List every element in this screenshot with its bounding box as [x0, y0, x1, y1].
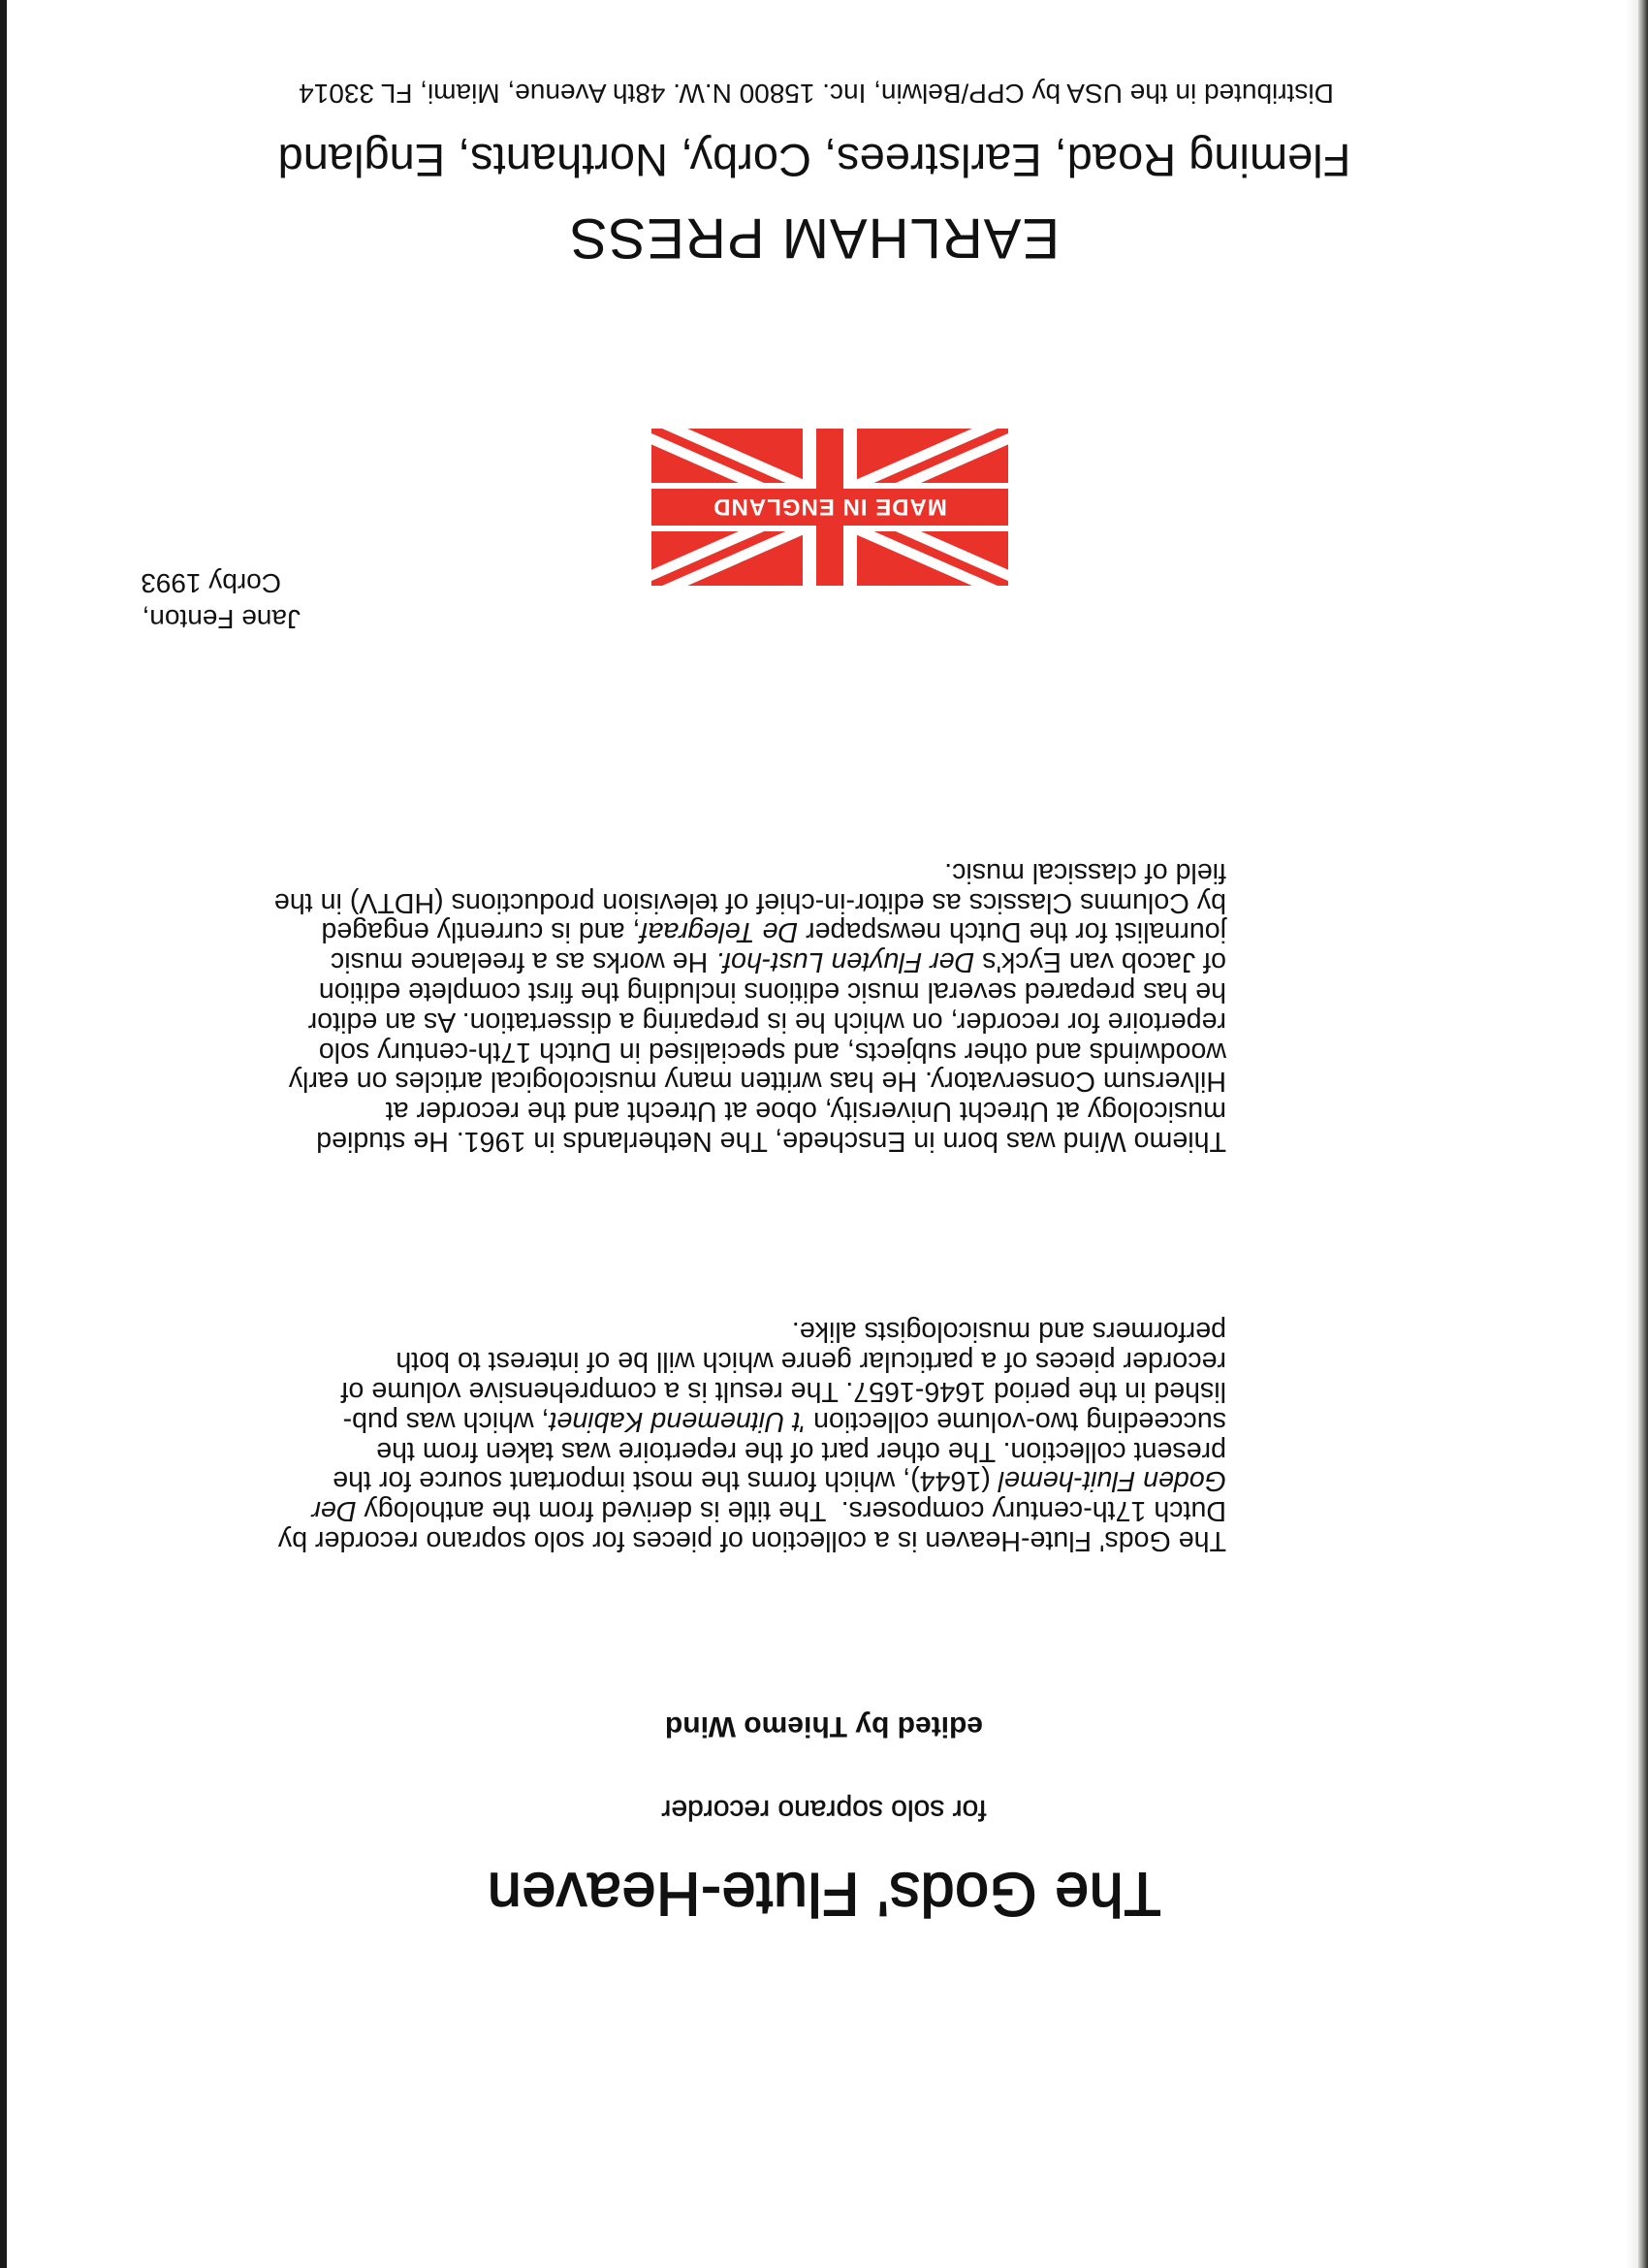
intro-line: The Gods' Flute-Heaven is a collection of pieces for solo soprano recorder by: [277, 1525, 1226, 1556]
intro-line: succeeding two-volume collection 't Uitnemend Kabinet, which was pub-: [342, 1405, 1226, 1437]
bio-line: Hilversum Conservatory. He has written many musicological articles on early: [288, 1066, 1226, 1098]
flag-cross-red-bottom: [816, 429, 843, 489]
signature-block: [141, 565, 301, 637]
bio-line: field of classical music.: [944, 856, 1226, 888]
intro-line: Goden Fluit-hemel (1644), which forms the most important source for the: [333, 1465, 1226, 1497]
bio-line: he has prepared several music editions including the first complete edition: [318, 976, 1226, 1008]
intro-line: recorder pieces of a particular genre which will be of interest to both: [396, 1346, 1226, 1378]
intro-line: lished in the period 1646-1657. The result is a comprehensive volume of: [340, 1376, 1226, 1408]
intro-paragraph: [277, 1316, 1226, 1556]
bio-line: repertoire for recorder, on which he is preparing a dissertation. As an editor: [307, 1006, 1226, 1038]
intro-line: Dutch 17th-century composers. The title is derived from the anthology Der: [311, 1495, 1226, 1527]
page-title: The Gods' Flute-Heaven: [487, 1860, 1161, 1928]
bio-line: journalist for the Dutch newspaper De Telegraaf, and is currently engaged: [321, 916, 1226, 948]
publisher-address: Fleming Road, Earlstrees, Corby, Northants, England: [277, 135, 1351, 186]
bio-line: of Jacob van Eyck's Der Fluyten Lust-hof. He works as a freelance music: [330, 946, 1226, 978]
bio-line: by Columns Classics as editor-in-chief of television productions (HDTV) in the: [273, 886, 1226, 918]
publisher-name: EARLHAM PRESS: [568, 207, 1061, 270]
page-subtitle: for solo soprano recorder: [661, 1794, 987, 1826]
editor-biography: [273, 856, 1226, 1157]
flag-cross-red-top: [816, 526, 843, 586]
editor-credit: edited by Thiemo Wind: [664, 1710, 984, 1742]
flag-label-text: MADE IN ENGLAND: [713, 494, 947, 520]
distribution-note: Distributed in the USA by CPP/Belwin, Inc. 15800 N.W. 48th Avenue, Miami, FL 33014: [299, 79, 1334, 109]
bio-line: woodwinds and other subjects, and specialised in Dutch 17th-century solo: [318, 1036, 1226, 1068]
intro-line: performers and musicologists alike.: [791, 1316, 1226, 1348]
intro-line: present collection. The other part of the repertoire was taken from the: [376, 1435, 1226, 1467]
union-jack-flag-logo: [651, 429, 1008, 586]
signature-name: Jane Fenton,: [142, 604, 301, 634]
bio-line: musicology at Utrecht University, oboe at Utrecht and the recorder at: [385, 1096, 1226, 1128]
bio-line: Thiemo Wind was born in Enschede, The Netherlands in 1961. He studied: [316, 1126, 1226, 1157]
signature-place-year: Corby 1993: [141, 568, 281, 598]
